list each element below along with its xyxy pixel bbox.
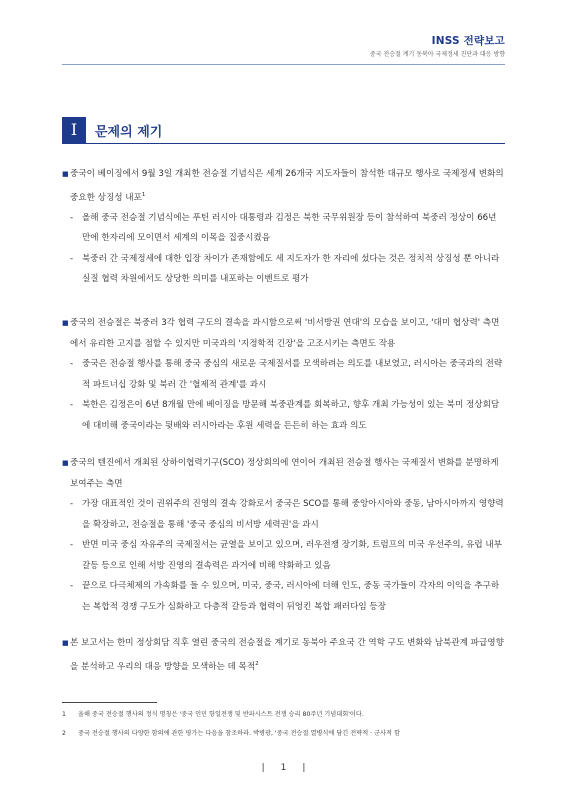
dash-marker: - [70,359,74,369]
sub-point: - 올해 중국 전승절 기념식에는 푸틴 러시아 대통령과 김정은 북한 국무위원장 등이 참석하여 북중러 정상이 66년 만에 한자리에 모이면서 세계의 이목을 집중시켰음 [62,208,505,249]
footnote-2 [62,728,532,737]
footnote-ref[interactable]: 1 [141,191,146,198]
dash-marker: - [70,400,74,410]
sub-point: - 북한은 김정은이 6년 8개월 만에 베이징을 방문해 북중관계를 회복하고, 향후 개최 가능성이 있는 북미 정상회담에 대비해 중국이라는 뒷배와 러시아라는 후원 세력을 든든히 하는 효과 의도 [62,395,505,436]
sub-point: - 반면 미국 중심 자유주의 국제질서는 균열을 보이고 있으며, 러우전쟁 장기화, 트럼프의 미국 우선주의, 유럽 내부 갈등 등으로 인해 서방 진영의 결속력은 과거에 비해 약화하고 있음 [62,535,505,576]
content-block-2 [62,313,505,436]
sub-point: - 중국은 전승절 행사를 통해 중국 중심의 새로운 국제질서를 모색하려는 의도를 내보였고, 러시아는 중국과의 전략적 파트너십 강화 및 북러 간 '혈제적 관계'를 과시 [62,354,505,395]
footnote-number: 1 [62,711,66,718]
footnote-1 [62,709,532,718]
dash-marker: - [70,540,74,550]
dash-marker: - [70,212,74,223]
footnote-ref[interactable]: 2 [255,660,259,667]
page-number: 1 [280,763,287,773]
bullet-paragraph: ■ 중국의 텐진에서 개최된 상하이협력기구(SCO) 정상회의에 연이어 개최된 전승절 행사는 국제질서 변화를 분명하게 보여주는 측면 [62,453,505,494]
content-block-4 [62,633,505,677]
section-heading [62,117,505,143]
footnote-text: 중국 전승절 행사의 다양한 함의에 관한 평가는 다음을 참조하라. 박병광, '중국 전승절 열병식에 담긴 전략적 · 군사적 함 [78,730,400,737]
square-bullet-icon: ■ [62,459,69,467]
bullet-paragraph: ■ 중국의 전승절은 북중러 3각 협력 구도의 결속을 과시함으로써 '비서방권 연대'의 모습을 보이고, '대미 협상력' 측면에서 유리한 고지를 점할 수 있지만 미국과의 '지정학적 긴장'을 고조시키는 측면도 작용 [62,313,505,354]
page-footer [0,763,567,773]
square-bullet-icon: ■ [62,170,69,178]
content-block-1 [62,164,505,290]
footnote-number: 2 [62,730,66,737]
square-bullet-icon: ■ [62,639,69,647]
sub-point: - 끝으로 다극체제의 가속화를 들 수 있으며, 미국, 중국, 러시아에 더해 인도, 중동 국가들이 각자의 이익을 추구하는 복합적 경쟁 구도가 심화하고 다층적 갈등과 협력이 뒤엉킨 복합 패러다임 등장 [62,576,505,617]
footnote-divider [62,702,157,703]
dash-marker: - [70,499,74,509]
section-title: 문제의 제기 [95,125,163,140]
dash-marker: - [70,253,74,264]
sub-point: - 가장 대표적인 것이 권위주의 진영의 결속 강화로서 중국은 SCO를 통해 중앙아시아와 중동, 남아시아까지 영향력을 확장하고, 전승절을 통해 '중국 중심의 비서방 세력권'을 과시 [62,494,505,535]
page-separator-left: | [261,763,265,773]
content-block-3 [62,453,505,617]
bullet-paragraph: ■ 중국이 베이징에서 9월 3일 개최한 전승절 기념식은 세계 26개국 지도자들이 참석한 대규모 행사로 국제정세 변화의 중요한 상징성 내포$^1$ [62,164,505,208]
section-divider [62,143,505,144]
section-number: I [62,117,86,143]
header-divider [62,64,505,65]
report-brand: INSS 전략보고 [431,35,505,47]
footnote-text: 올해 중국 전승절 행사의 정식 명칭은 '중국 인민 항일전쟁 및 반파시스트 전쟁 승리 80주년 기념대회'이다. [78,711,364,718]
sub-point: - 북중러 간 국제정세에 대한 입장 차이가 존재함에도 세 지도자가 한 자리에 섰다는 것은 정치적 상징성 뿐 아니라 실질 협력 차원에서도 상당한 의미를 내포하는 이벤트로 평가 [62,249,505,290]
square-bullet-icon: ■ [62,319,69,327]
page-separator-right: | [302,763,306,773]
report-subtitle: 중국 전승절 계기 동북아 국제정세 진단과 대응 방향 [369,51,505,58]
bullet-paragraph: ■ 본 보고서는 한미 정상회담 직후 열린 중국의 전승절을 계기로 동북아 주요국 간 역학 구도 변화와 남북관계 파급영향을 분석하고 우리의 대응 방향을 모색하는 데 목적$^2$ [62,633,505,677]
dash-marker: - [70,581,74,591]
